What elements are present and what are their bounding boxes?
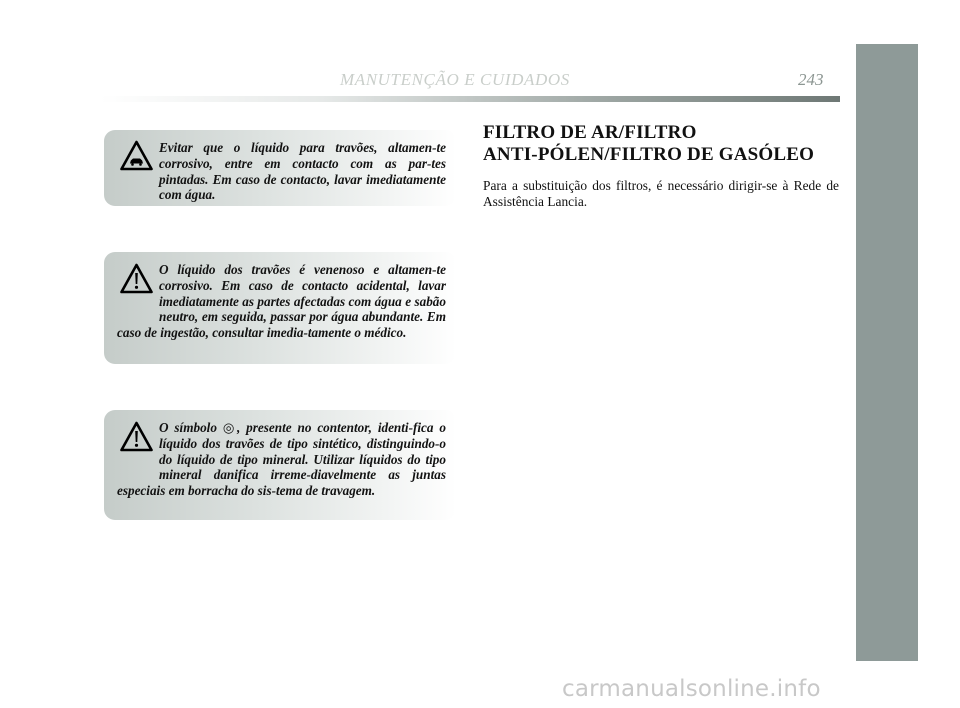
header-section-title: MANUTENÇÃO E CUIDADOS (340, 70, 570, 89)
warning-triangle-icon (120, 263, 153, 294)
section-body-text: Para a substituição dos filtros, é necessário dirigir-se à Rede de Assistência Lancia. (483, 178, 839, 209)
header-rule (100, 96, 840, 102)
car-paint-warning-icon (120, 140, 153, 171)
side-tab (856, 44, 918, 661)
warning-text-paint: Evitar que o líquido para travões, altamen-te corrosivo, entre em contacto com as par-tes pintadas. Em caso de contacto, lavar imediatamente com água. (159, 140, 446, 203)
page-number: 243 (798, 70, 824, 89)
section-heading-line2: ANTI-PÓLEN/FILTRO DE GASÓLEO (483, 144, 815, 165)
warning-box-synthetic (104, 410, 456, 520)
watermark-link[interactable]: carmanualsonline.info (562, 676, 821, 702)
section-heading (483, 122, 814, 166)
section-heading-line1: FILTRO DE AR/FILTRO (483, 122, 697, 143)
warning-text-before-symbol: O símbolo (159, 420, 223, 435)
warning-box-paint (104, 130, 456, 206)
synthetic-fluid-symbol: ◎ (222, 420, 237, 435)
warning-triangle-icon (120, 421, 153, 452)
warning-text-after-symbol: , presente no contentor, identi-fica o líquido dos travões de tipo sintético, distinguindo-o do líquido de tipo mineral. Utilizar líquidos do tipo mineral danifica irreme-diavelmente as juntas especiais em borracha do sis-tema de travagem. (117, 420, 446, 499)
warning-text-poison: O líquido dos travões é venenoso e altamen-te corrosivo. Em caso de contacto acidental, lavar imediatamente as partes afectadas com água e sabão neutro, em seguida, passar por água abundante. Em caso de ingestão, consultar imedia-tamente o médico. (117, 262, 446, 341)
warning-box-poison (104, 252, 456, 364)
warning-text-synthetic (117, 420, 446, 499)
